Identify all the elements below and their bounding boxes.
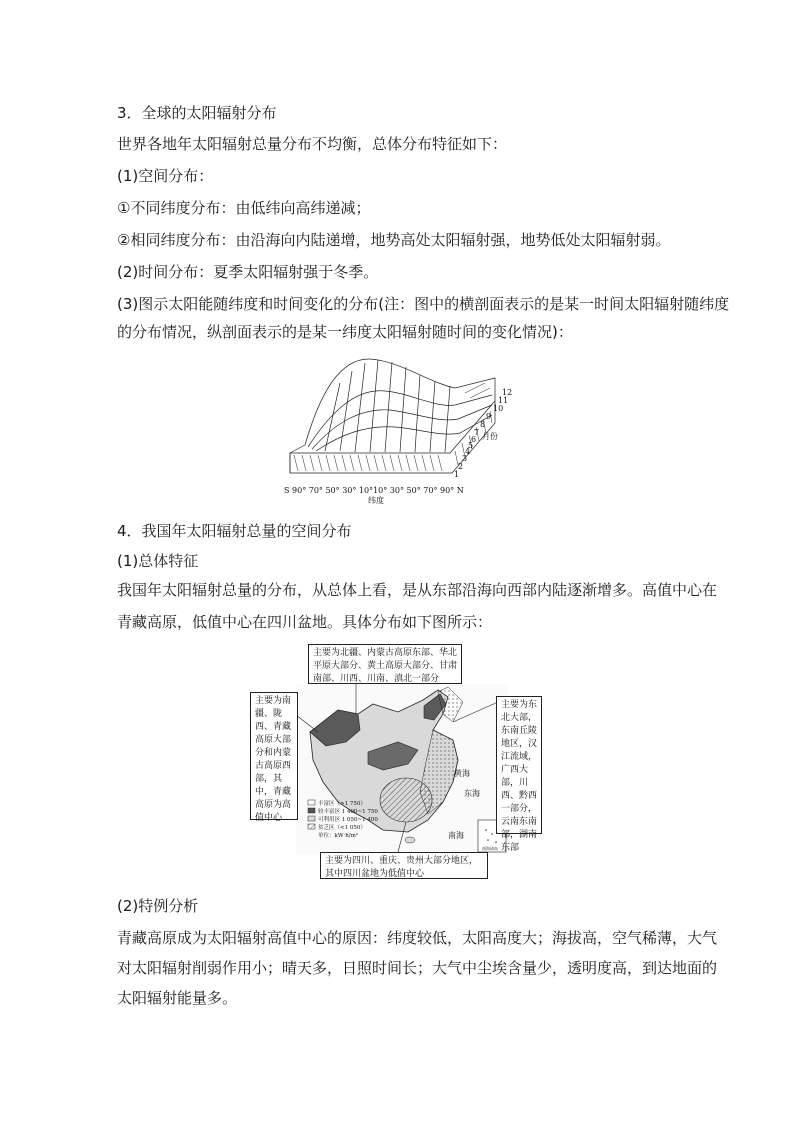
china-radiation-map <box>248 642 544 880</box>
legend-item: 可利用区 1 050~1 400 <box>318 817 378 823</box>
sea-label-donghai: 东海 <box>464 789 480 798</box>
month-tick: 10 <box>493 404 504 413</box>
annotation-box-left: 主要为南疆、陇西、青藏高原大部分和内蒙古高原西部，其中，青藏高原为高值中心 <box>250 692 298 820</box>
special-case-line-1: 青藏高原成为太阳辐射高值中心的原因：纬度较低，太阳高度大；海拔高，空气稀薄，大气 <box>117 929 718 947</box>
overall-feature-line-2: 青藏高原，低值中心在四川盆地。具体分布如下图所示： <box>117 613 493 631</box>
month-tick: 7 <box>474 428 480 437</box>
month-tick: 3 <box>462 454 468 463</box>
month-tick: 6 <box>471 435 477 444</box>
legend-item: 较丰富区 1 400~1 750 <box>318 809 378 815</box>
month-tick: 2 <box>458 462 464 471</box>
radiation-surface-graphic <box>280 353 520 505</box>
sea-label-nanhai: 南海 <box>448 831 464 840</box>
legend-unit: 单位：kW·h/m² <box>318 833 359 839</box>
overall-feature-heading: (1)总体特征 <box>117 552 199 570</box>
latitude-distribution: ①不同纬度分布：由低纬向高纬递减； <box>117 199 371 217</box>
special-case-heading: (2)特例分析 <box>117 897 199 915</box>
same-latitude-distribution: ②相同纬度分布：由沿海向内陆递增，地势高处太阳辐射强，地势低处太阳辐射弱。 <box>117 231 671 249</box>
solar-radiation-3d-figure <box>280 353 520 505</box>
annotation-box-bottom: 主要为四川、重庆、贵州大部分地区，其中四川盆地为低值中心 <box>320 852 488 879</box>
latitude-tick-labels: S 90° 70° 50° 30° 10°10° 30° 50° 70° 90° N <box>284 486 464 495</box>
sichuan-basin-region <box>380 778 432 822</box>
overall-feature-line-1: 我国年太阳辐射总量的分布，从总体上看，是从东部沿海向西部内陆逐渐增多。高值中心在 <box>117 581 718 599</box>
special-case-line-2: 对太阳辐射削弱作用小；晴天多，日照时间长；大气中尘埃含量少，透明度高，到达地面的 <box>117 959 718 977</box>
legend-item: 丰富区（>1 750） <box>318 801 366 807</box>
month-axis-label: 月份 <box>482 432 498 441</box>
month-tick: 4 <box>465 447 471 456</box>
figure-note-line-1: (3)图示太阳能随纬度和时间变化的分布(注：图中的横剖面表示的是某一时间太阳辐射随纬度 <box>117 295 730 313</box>
spatial-distribution-heading: (1)空间分布： <box>117 167 214 185</box>
latitude-axis-label: 纬度 <box>368 496 384 505</box>
annotation-box-right: 主要为东北大部，东南丘陵地区，汉江流域，广西大部，川西、黔西一部分，云南东南部，湖南东部 <box>496 696 542 834</box>
temporal-distribution: (2)时间分布：夏季太阳辐射强于冬季。 <box>117 263 379 281</box>
inset-label: 南海诸岛 <box>482 846 498 851</box>
section-3-intro: 世界各地年太阳辐射总量分布不均衡，总体分布特征如下： <box>117 135 508 153</box>
section-3-title: 3．全球的太阳辐射分布 <box>117 104 277 122</box>
sea-label-huanghai: 黄海 <box>454 769 470 778</box>
month-tick: 9 <box>486 412 492 421</box>
month-tick: 12 <box>502 388 513 397</box>
section-4-title: 4．我国年太阳辐射总量的空间分布 <box>117 522 352 540</box>
month-tick: 8 <box>480 420 486 429</box>
special-case-line-3: 太阳辐射能量多。 <box>117 989 238 1007</box>
legend-item: 贫乏区（<1 050） <box>318 825 366 831</box>
month-tick: 5 <box>468 441 474 450</box>
month-tick: 1 <box>454 470 460 479</box>
annotation-box-top: 主要为北疆、内蒙古高原东部、华北平原大部分、黄土高原大部分、甘肃南部、川西、川南、滇北一部分 <box>308 644 462 684</box>
month-tick: 11 <box>498 396 509 405</box>
figure-note-line-2: 的分布情况，纵剖面表示的是某一纬度太阳辐射随时间的变化情况)： <box>117 323 573 341</box>
